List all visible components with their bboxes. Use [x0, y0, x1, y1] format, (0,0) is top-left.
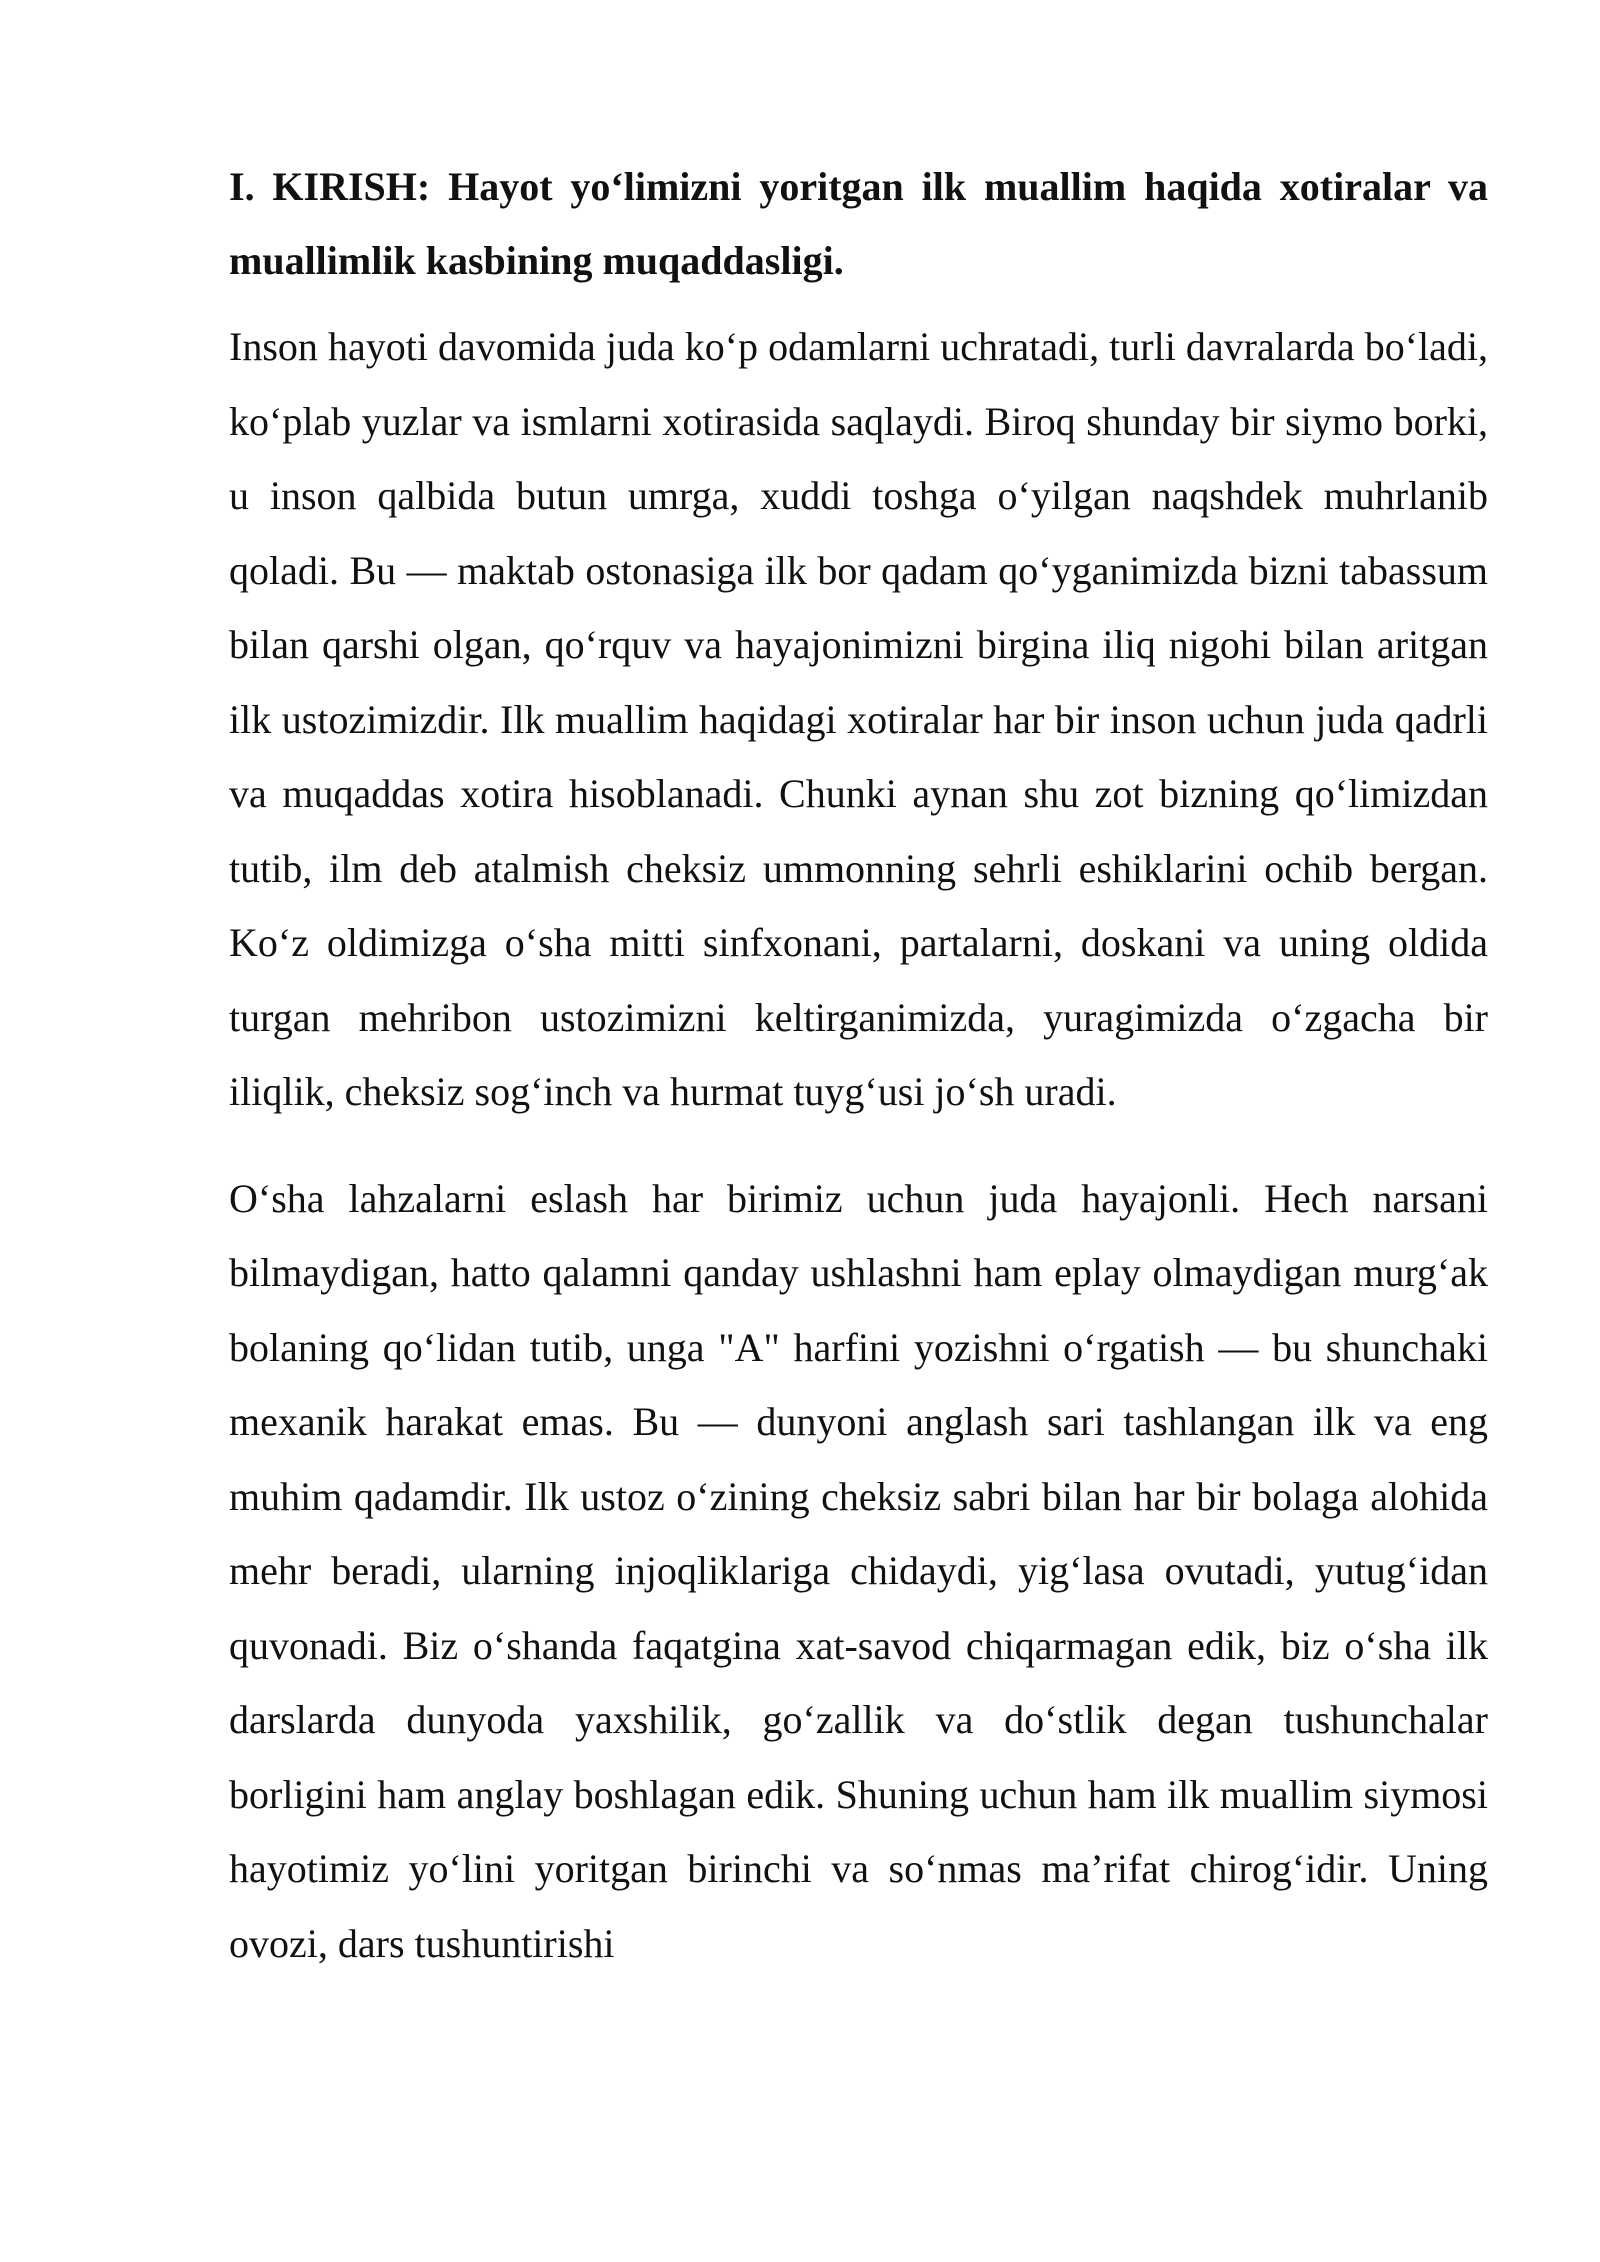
paragraph-2: O‘sha lahzalarni eslash har birimiz uchun juda hayajonli. Hech narsani bilmaydigan, hatto qalamni qanday ushlashni ham eplay olmaydigan murg‘ak bolaning qo‘lidan tutib, unga "A" harfini yozishni o‘rgatish — bu shunchaki mexanik harakat emas. Bu — dunyoni anglash sari tashlangan ilk va eng muhim qadamdir. Ilk ustoz o‘zining cheksiz sabri bilan har bir bolaga alohida mehr beradi, ularning injoqliklariga chidaydi, yig‘lasa ovutadi, yutug‘idan quvonadi. Biz o‘shanda faqatgina xat-savod chiqarmagan edik, biz o‘sha ilk darslarda dunyoda yaxshilik, go‘zallik va do‘stlik degan tushunchalar borligini ham anglay boshlagan edik. Shuning uchun ham ilk muallim siymosi hayotimiz yo‘lini yoritgan birinchi va so‘nmas ma’rifat chirog‘idir. Uning ovozi, dars tushuntirishi	[229, 1175, 1488, 1966]
paragraph-1: Inson hayoti davomida juda ko‘p odamlarni uchratadi, turli davralarda bo‘ladi, ko‘plab yuzlar va ismlarni xotirasida saqlaydi. Biroq shunday bir siymo borki, u inson qalbida butun umrga, xuddi toshga o‘yilgan naqshdek muhrlanib qoladi. Bu — maktab ostonasiga ilk bor qadam qo‘yganimizda bizni tabassum bilan qarshi olgan, qo‘rquv va hayajonimizni birgina iliq nigohi bilan aritgan ilk ustozimizdir. Ilk muallim haqidagi xotiralar har bir inson uchun juda qadrli va muqaddas xotira hisoblanadi. Chunki aynan shu zot bizning qo‘limizdan tutib, ilm deb atalmish cheksiz ummonning sehrli eshiklarini ochib bergan. Ko‘z oldimizga o‘sha mitti sinfxonani, partalarni, doskani va uning oldida turgan mehribon ustozimizni keltirganimizda, yuragimizda o‘zgacha bir iliqlik, cheksiz sog‘inch va hurmat tuyg‘usi jo‘sh uradi.	[229, 324, 1488, 1114]
document-page	[229, 150, 1488, 2013]
section-heading: I. KIRISH: Hayot yo‘limizni yoritgan ilk muallim haqida xotiralar va muallimlik kasbining muqaddasligi.	[229, 164, 1488, 283]
